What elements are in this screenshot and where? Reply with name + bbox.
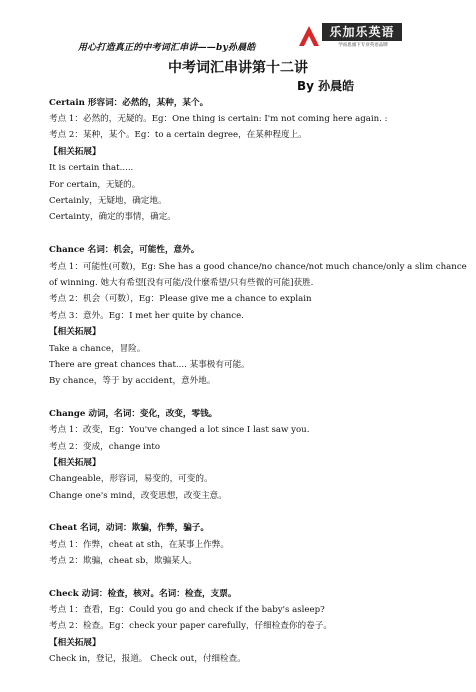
logo-tagline: 学而思旗下专业英语品牌 [338,43,388,48]
text-line: It is certain that..... [49,163,134,173]
author-byline: By 孙晨皓 [297,79,355,93]
text-line: Take a chance，冒险。 [49,344,146,354]
text-line: 考点 2：欺骗，cheat sb，欺骗某人。 [49,556,197,566]
entry-heading-certain: Certain 形容词：必然的，某种，某个。 [49,98,209,108]
entry-heading-cheat: Cheat 名词，动词：欺骗，作弊，骗子。 [49,523,209,533]
text-line: 考点 2：检查。Eg：check your paper carefully，仔细检查你的卷子。 [49,621,332,631]
text-line: Certainty，确定的事情，确定。 [49,212,176,222]
text-line: 考点 1：查看，Eg：Could you go and check if the baby's asleep? [49,605,325,615]
text-line: There are great chances that.... 某事极有可能。 [49,360,250,370]
entry-heading-change: Change 动词，名词：变化，改变，零钱。 [49,409,218,419]
text-line: 考点 2：某种，某个。Eg：to a certain degree，在某种程度上。 [49,130,307,140]
header-slogan: 用心打造真正的中考词汇串讲——by孙晨皓 [78,43,256,53]
text-line: 考点 2：变成，change into [49,442,160,452]
text-line: 考点 1：必然的，无疑的。Eg：One thing is certain: I'm not coming here again. : [49,114,388,124]
logo-text: 乐加乐英语 [322,23,402,41]
text-line: 考点 1：改变，Eg：You've changed a lot since I last saw you. [49,425,310,435]
page-title: 中考词汇串讲第十二讲 [168,60,308,76]
text-line: Changeable，形容词，易变的，可变的。 [49,474,213,484]
text-line: By chance，等于 by accident，意外地。 [49,376,216,386]
section-label: 【相关拓展】 [49,327,101,337]
text-line: Change one's mind，改变思想，改变主意。 [49,491,227,501]
text-line: Check in，登记，报道。 Check out，付细检查。 [49,654,246,664]
text-line: 考点 3：意外。Eg：I met her quite by chance. [49,311,244,321]
section-label: 【相关拓展】 [49,458,101,468]
entry-heading-check: Check 动词：检查，核对。名词：检查，支票。 [49,589,237,599]
section-label: 【相关拓展】 [49,147,101,157]
text-line: 考点 1：作弊，cheat at sth，在某事上作弊。 [49,540,229,550]
brand-logo [297,23,407,53]
text-line: Certainly，无疑地，确定地。 [49,196,167,206]
text-line: 考点 1：可能性(可数)，Eg: She has a good chance/no chance/not much chance/only a slim chance [49,262,467,272]
text-line: of winning. 她大有希望[没有可能/没什麼希望/只有些微的可能]获胜. [49,278,314,288]
logo-mark-icon [297,24,321,48]
entry-heading-chance: Chance 名词：机会，可能性，意外。 [49,245,200,255]
section-label: 【相关拓展】 [49,638,101,648]
text-line: 考点 2：机会（可数），Eg：Please give me a chance to explain [49,294,312,304]
text-line: For certain，无疑的。 [49,180,141,190]
